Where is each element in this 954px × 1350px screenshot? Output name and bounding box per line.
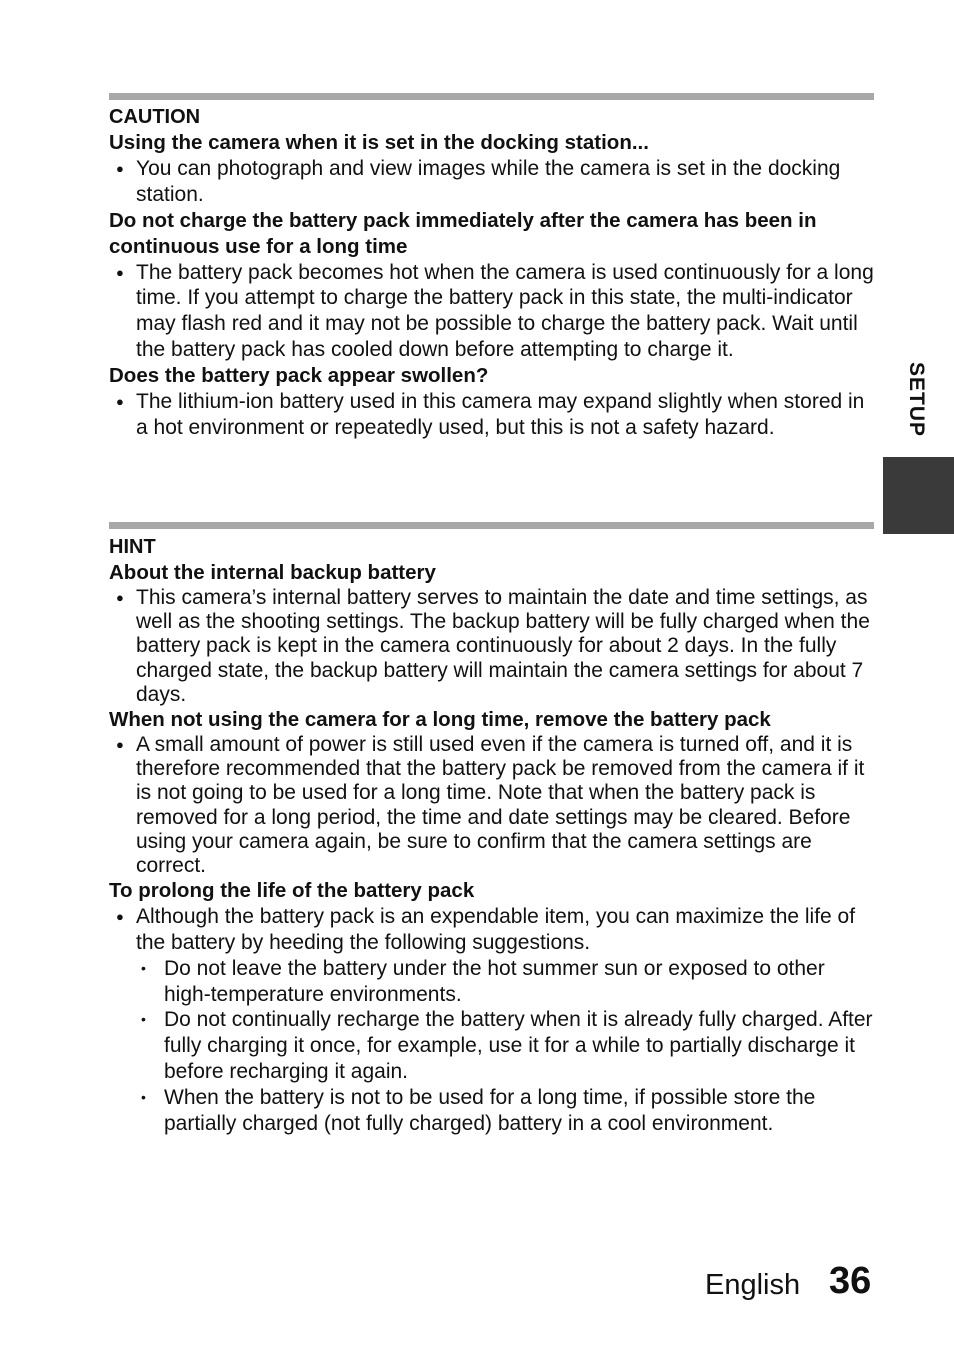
caution-bullet-docking: ● You can photograph and view images while the camera is set in the docking station.	[109, 156, 874, 208]
hint-subitem-recharge: • Do not continually recharge the battery when it is already fully charged. After fully charging it once, for example, use it for a while to partially discharge it before recharging it again.	[109, 1007, 874, 1084]
caution-bullet-swollen: ● The lithium-ion battery used in this camera may expand slightly when stored in a hot environment or repeatedly used, but this is not a safety hazard.	[109, 389, 874, 441]
hint-subitem-heat: • Do not leave the battery under the hot summer sun or exposed to other high-temperature environments.	[109, 956, 874, 1008]
hint-box	[109, 535, 874, 1136]
caution-heading-docking: Using the camera when it is set in the docking station...	[109, 131, 649, 154]
hint-subitem-storage: • When the battery is not to be used for a long time, if possible store the partially charged (not fully charged) battery in a cool environment.	[109, 1085, 874, 1137]
caution-box	[109, 105, 874, 440]
hint-heading-remove: When not using the camera for a long time, remove the battery pack	[109, 708, 771, 732]
hint-bullet-backup: ● This camera’s internal battery serves to maintain the date and time settings, as well as the shooting settings. The backup battery will be fully charged when the battery pack is kept in the camera continuously for about 2 days. In the fully charged state, the backup battery will maintain the camera settings for about 7 days.	[109, 586, 874, 707]
hint-divider	[109, 522, 874, 529]
caution-bullet-charge: ● The battery pack becomes hot when the camera is used continuously for a long time. If you attempt to charge the battery pack in this state, the multi-indicator may flash red and it may not be possible to charge the battery pack. Wait until the battery pack has cooled down before attempting to charge it.	[109, 260, 874, 363]
hint-bullet-remove: ● A small amount of power is still used even if the camera is turned off, and it is therefore recommended that the battery pack be removed from the camera if it is not going to be used for a long time. Note that when the battery pack is removed for a long period, the time and date settings may be cleared. Before using your camera again, be sure to confirm that the camera settings are correct.	[109, 733, 874, 878]
caution-divider	[109, 93, 874, 100]
page-number: 36	[829, 1260, 872, 1302]
footer-language: English	[705, 1269, 801, 1301]
hint-label: HINT	[109, 536, 156, 558]
caution-label: CAUTION	[109, 106, 201, 128]
hint-heading-backup: About the internal backup battery	[109, 561, 436, 584]
setup-side-label: SETUP	[905, 362, 928, 438]
caution-heading-swollen: Does the battery pack appear swollen?	[109, 363, 489, 387]
caution-heading-charge: Do not charge the battery pack immediately after the camera has been in continuous use for a long time	[109, 208, 817, 258]
hint-bullet-prolong: ● Although the battery pack is an expendable item, you can maximize the life of the battery by heeding the following suggestions.	[109, 904, 874, 956]
hint-heading-prolong: To prolong the life of the battery pack	[109, 879, 475, 903]
setup-side-tab	[883, 457, 954, 534]
